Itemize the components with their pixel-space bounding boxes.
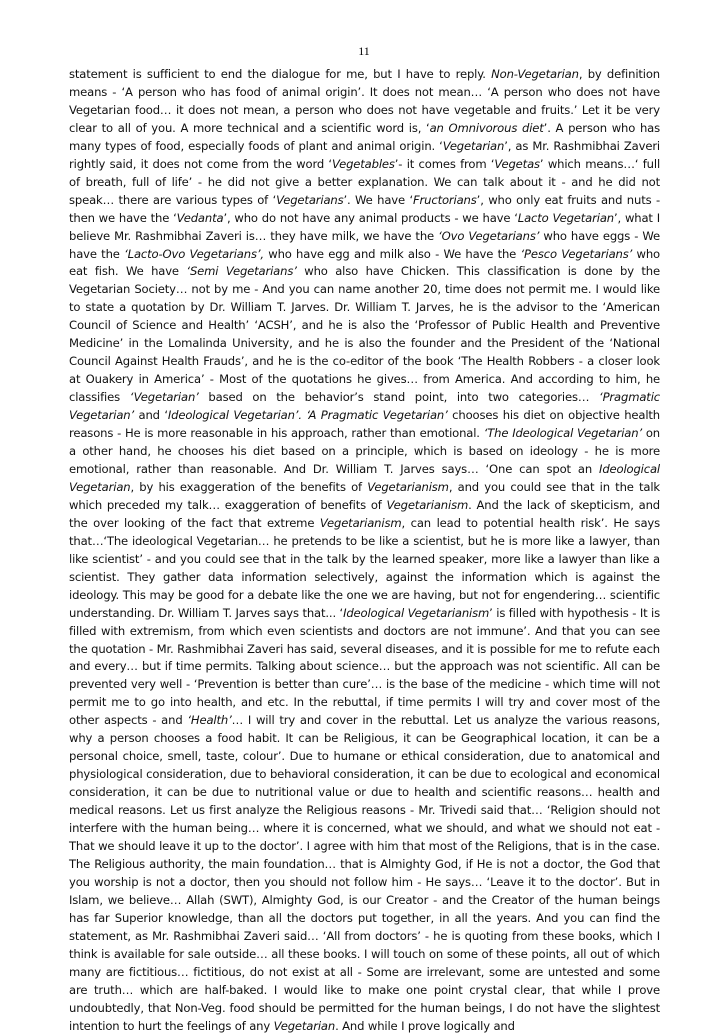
text-segment: , by his exaggeration of the benefits of bbox=[130, 479, 368, 494]
italic-text-segment: ‘Pesco Vegetarians’ bbox=[520, 246, 633, 261]
italic-text-segment: Vegetarian bbox=[442, 138, 505, 153]
italic-text-segment: Fructorians bbox=[413, 192, 477, 207]
italic-text-segment: ‘The Ideological Vegetarian’ bbox=[483, 426, 642, 441]
italic-text-segment: ‘Pragmatic Vegetarian’ bbox=[69, 390, 660, 423]
text-segment: ’, what I believe Mr. Rashmibhai Zaveri is… they have milk, we have the bbox=[69, 210, 660, 243]
italic-text-segment: ‘Semi Vegetarians’ bbox=[186, 264, 297, 279]
text-segment: … I will try and cover in the rebuttal. Let us analyze the various reasons, why a person chooses a food habit. It can be Religious, it can be Geographical location, it can be a personal choice, smell, taste, colour’. Due to humane or ethical consideration, due to anatomical and physiological consideration, due to behavioral consideration, it can be due to ecological and economical consideration, it can be due to nutritional value or due to health and scientific reasons… health and medical reasons. Let us first analyze the Religious reasons - Mr. Trivedi said that… ‘Religion should not interfere with the human being… where it is concerned, what we should, and what we should not eat - That we should leave it up to the doctor’. I agree with him that most of the Religions, that is in the case. The Religious authority, the main foundation… that is Almighty God, if He is not a doctor, the God that you worship is not a doctor, then you should not follow him - He says… ‘Leave it to the doctor’. But in Islam, we believe… Allah (SWT), Almighty God, is our Creator - and the Creator of the human beings has far Superior knowledge, than all the doctors put together, in all the years. And you can find the statement, as Mr. Rashmibhai Zaveri said… ‘All from doctors’ - he is quoting from these books, which I think is available for sale outside… all these books. I will touch on some of these points, all out of which many are fictitious… fictitious, do not exist at all - Some are irrelevant, some are untested and some are truth… which are half-baked. I would like to make one point crystal clear, that while I prove undoubtedly, that Non-Veg. food should be permitted for the human beings, I do not have the slightest intention to hurt the feelings of any bbox=[69, 713, 660, 1033]
italic-text-segment: ‘Ovo Vegetarians’ bbox=[438, 228, 540, 243]
italic-text-segment: Vegetarians bbox=[276, 192, 344, 207]
italic-text-segment: Vegetas bbox=[494, 156, 540, 171]
text-segment: , and you could see that in the talk which preceded my talk… exaggeration of benefits of bbox=[69, 479, 660, 512]
italic-text-segment: Vegetables bbox=[331, 156, 395, 171]
text-segment: who have egg and milk also - We have the bbox=[263, 246, 521, 261]
text-segment: who also have Chicken. This classification is done by the Vegetarian Society… not by me - And you can name another 20, time does not permit me. I would like to state a quotation by Dr. William T. Jarves. Dr. William T. Jarves, he is the advisor to the ‘American Council of Science and Health’ ‘ACSH’, and he is also the ‘Professor of Public Health and Preventive Medicine’ in the Lomalinda University, and he is also the founder and the President of the ‘National Council Against Health Frauds’, and he is the co-editor of the book ‘The Health Robbers - a closer look at Ouakery in America’ - Most of the quotations he gives… from America. And according to him, he classifies bbox=[69, 264, 660, 405]
text-segment: ’. A person who has many types of food, especially foods of plant and animal origin. ‘ bbox=[69, 120, 660, 153]
page-number: 11 bbox=[358, 44, 370, 58]
text-segment: . And the lack of skepticism, and the over looking of the fact that extreme bbox=[69, 497, 660, 530]
text-segment: and ‘ bbox=[134, 408, 168, 423]
italic-text-segment: Vegetarianism bbox=[367, 479, 449, 494]
text-segment: chooses his diet on objective health reasons - He is more reasonable in his approach, rather than emotional. bbox=[69, 408, 661, 441]
text-segment: ’ is filled with hypothesis - It is filled with extremism, from which even scientists and doctors are not immune’. And that you can see the quotation - Mr. Rashmibhai Zaveri has said, several diseases, and it is possible for me to refute each and every… but if time permits. Talking about science… but the approach was not scientific. All can be prevented very well - ‘Prevention is better than cure’… is the base of the medicine - which time will not permit me to go into health, and etc. In the rebuttal, if time permits I will try and cover most of the other aspects - and bbox=[69, 605, 660, 728]
italic-text-segment: ‘Health’ bbox=[187, 713, 232, 728]
text-segment: statement is sufficient to end the dialogue for me, but I have to reply. bbox=[69, 67, 492, 81]
body-paragraph bbox=[69, 66, 660, 1035]
text-segment: ’, who do not have any animal products - we have ‘ bbox=[223, 210, 518, 225]
text-segment: who eat fish. We have bbox=[69, 246, 660, 279]
text-segment: who have eggs - We have the bbox=[69, 228, 660, 261]
text-segment: ’- it comes from ‘ bbox=[394, 156, 495, 171]
text-segment: based on the behavior’s stand point, into two categories… bbox=[198, 390, 600, 405]
text-segment: , by definition means - ‘A person who has food of animal origin’. It does not mean… ‘A person who does not have Vegetarian food… it does not mean, a person who does not have vegetable and fruits.’ Let it be very clear to all of you. A more technical and a scientific word is, ‘ bbox=[69, 67, 660, 135]
text-segment: ’ which means…‘ full of breath, full of life’ - he did not give a better explanation. We can talk about it - and he did not speak… there are various types of ‘ bbox=[69, 156, 661, 207]
italic-text-segment: Vedanta bbox=[176, 210, 224, 225]
italic-text-segment: ‘Lacto-Ovo Vegetarians’, bbox=[124, 246, 264, 261]
italic-text-segment: Ideological Vegetarianism bbox=[343, 605, 490, 620]
italic-text-segment: Lacto Vegetarian bbox=[517, 210, 614, 225]
italic-text-segment: Non-Vegetarian bbox=[491, 67, 579, 81]
italic-text-segment: Vegetarianism bbox=[386, 497, 469, 512]
text-segment: , can lead to potential health risk’. He says that…‘The ideological Vegetarian… he pretends to be like a scientist, but he is more like a lawyer, than like scientist’ - and you could see that in the talk by the learned speaker, more like a lawyer than like a scientist. They gather data information selectively, against the information which is against the ideology. This may be good for a debate like the one we are having, but not for engendering… scientific understanding. Dr. William T. Jarves says that... ‘ bbox=[69, 515, 660, 620]
text-segment: ’, as Mr. Rashmibhai Zaveri rightly said, it does not come from the word ‘ bbox=[69, 138, 661, 171]
italic-text-segment: Vegetarian bbox=[273, 1018, 336, 1033]
text-segment: ’, who only eat fruits and nuts - then we have the ‘ bbox=[69, 192, 660, 225]
italic-text-segment: Vegetarianism bbox=[319, 515, 402, 530]
italic-text-segment: Ideological Vegetarian bbox=[69, 461, 660, 494]
text-segment: . And while I prove logically and bbox=[335, 1018, 515, 1033]
text-segment: on a other hand, he chooses his diet based on a principle, which is based on ideology - he is more emotional, rather than reasonable. And Dr. William T. Jarves says… ‘One can spot an bbox=[69, 426, 660, 476]
italic-text-segment: Ideological Vegetarian’. ‘A Pragmatic Vegetarian’ bbox=[167, 408, 448, 423]
italic-text-segment: an Omnivorous diet bbox=[429, 120, 544, 135]
italic-text-segment: ‘Vegetarian’ bbox=[129, 390, 199, 405]
text-segment: ’. We have ‘ bbox=[343, 192, 414, 207]
